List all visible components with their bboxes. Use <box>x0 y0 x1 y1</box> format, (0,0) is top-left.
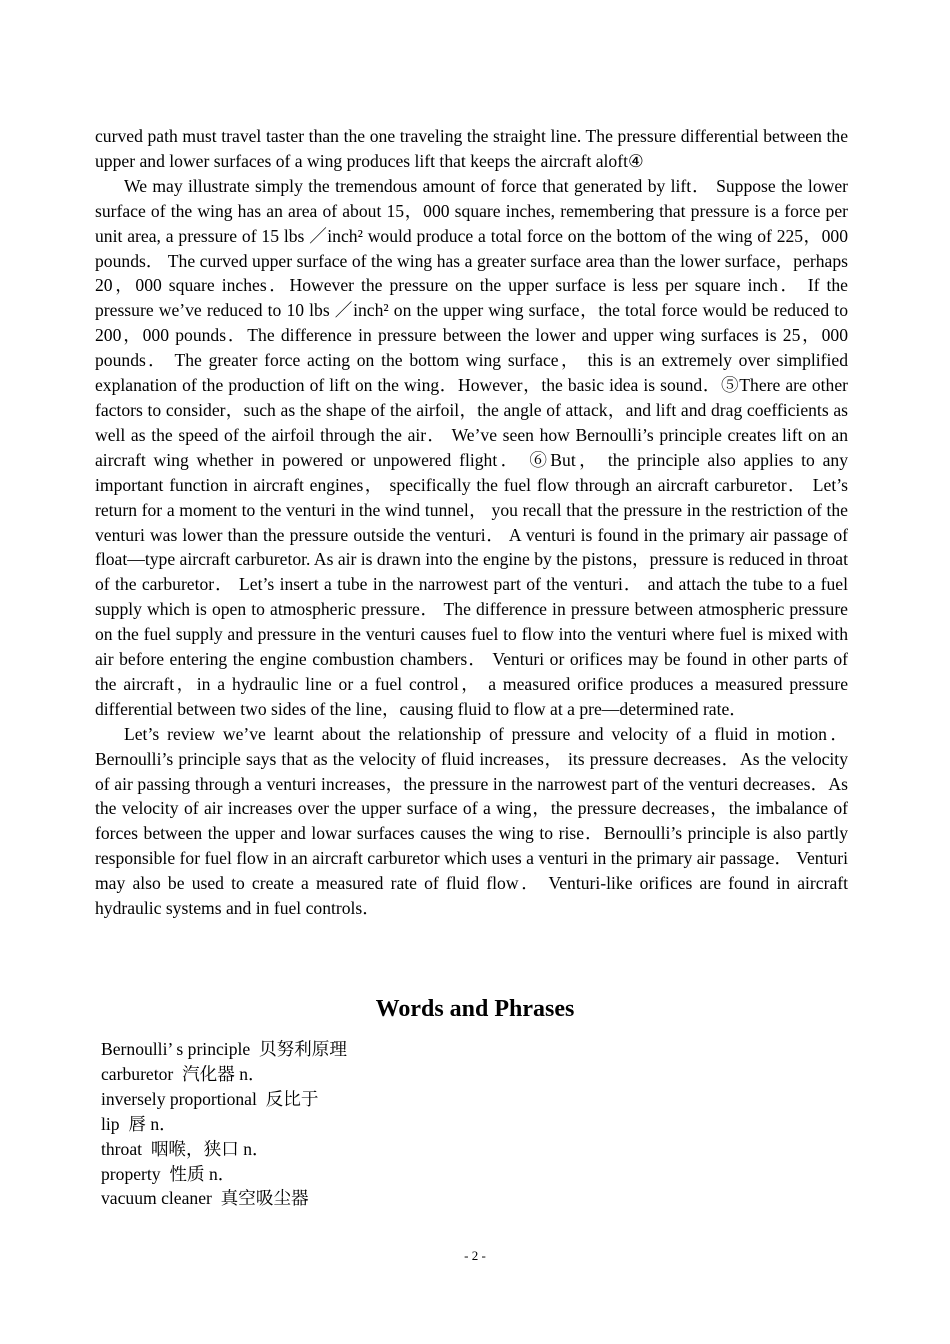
vocabulary-item: inversely proportional 反比于 <box>101 1088 319 1109</box>
vocabulary-item: Bernoulli’ s principle 贝努利原理 <box>101 1039 347 1059</box>
paragraph-continuation: curved path must travel taster than the one traveling the straight line. The pressure differential between the upper and lower surfaces of a wing produces lift that keeps the aircraft aloft④ <box>95 126 848 171</box>
paragraph-review: Let’s review we’ve learnt about the relationship of pressure and velocity of a fluid in motion． Bernoulli’s principle says that as the velocity of fluid increases， its pressure decreases．As the velocity of air passing through a venturi increases，the pressure in the narrowest part of the venturi decreases．As the velocity of air increases over the upper surface of a wing，the pressure decreases，the imbalance of forces between the upper and lowar surfaces causes the wing to rise．Bernoulli’s principle is also partly responsible for fuel flow in an aircraft carburetor which uses a venturi in the primary air passage． Venturi may also be used to create a measured rate of fluid flow． Venturi-like orifices are found in aircraft hydraulic systems and in fuel controls． <box>95 723 848 919</box>
section-heading: Words and Phrases <box>375 996 575 1022</box>
vocabulary-list <box>101 1037 601 1211</box>
vocabulary-item: throat 咽喉，狭口 n． <box>101 1138 270 1159</box>
vocabulary-item: lip 唇 n． <box>101 1113 177 1134</box>
vocabulary-item: carburetor 汽化器 n． <box>101 1063 266 1084</box>
paragraph-lift-force: We may illustrate simply the tremendous amount of force that generated by lift． Suppose the lower surface of the wing has an area of about 15，000 square inches, remembering that pressure is a force per unit area, a pressure of 15 lbs ／inch² would produce a total force on the bottom of the wing of 225，000 pounds． The curved upper surface of the wing has a greater surface area than the lower surface，perhaps 20，000 square inches．However the pressure on the upper surface is less per square inch． If the pressure we’ve reduced to 10 lbs ／inch² on the upper wing surface，the total force would be reduced to 200，000 pounds．The difference in pressure between the lower and upper wing surfaces is 25，000 pounds． The greater force acting on the bottom wing surface， this is an extremely over simplified explanation of the production of lift on the wing．However，the basic idea is sound．⑤There are other factors to consider，such as the shape of the airfoil，the angle of attack，and lift and drag coefficients as well as the speed of the airfoil through the air． We’ve seen how Bernoulli’s principle creates lift on an aircraft wing whether in powered or unpowered flight． ⑥But， the principle also applies to any important function in aircraft engines， specifically the fuel flow through an aircraft carburetor． Let’s return for a moment to the venturi in the wind tunnel， you recall that the pressure in the restriction of the venturi was lower than the pressure outside the venturi． A venturi is found in the primary air passage of float—type aircraft carburetor. As air is drawn into the engine by the pistons，pressure is reduced in throat of the carburetor． Let’s insert a tube in the narrowest part of the venturi． and attach the tube to a fuel supply which is open to atmospheric pressure． The difference in pressure between atmospheric pressure on the fuel supply and pressure in the venturi causes fuel to flow into the venturi where fuel is mixed with air before entering the engine combustion chambers． Venturi or orifices may be found in other parts of the aircraft，in a hydraulic line or a fuel control， a measured orifice produces a measured pressure differential between two sides of the line，causing fluid to flow at a pre—determined rate． <box>95 175 848 719</box>
vocabulary-item: vacuum cleaner 真空吸尘器 <box>101 1188 309 1209</box>
page-number: - 2 - <box>464 1248 486 1263</box>
body-text <box>95 124 848 921</box>
vocabulary-item: property 性质 n． <box>101 1163 236 1184</box>
